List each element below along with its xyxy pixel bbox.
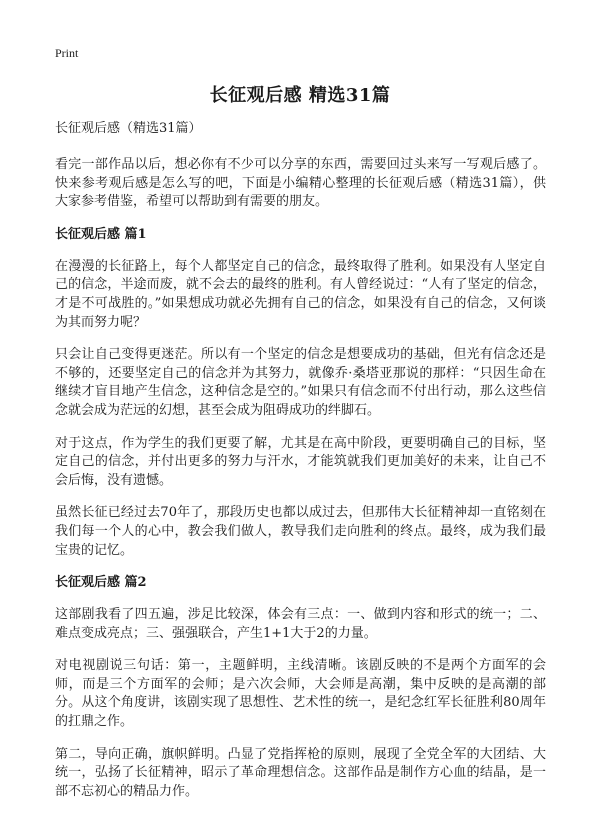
page-title: 长征观后感 精选31篇	[209, 85, 391, 106]
article-body	[55, 120, 546, 815]
section-heading-1: 长征观后感 篇1	[55, 226, 147, 242]
section-1-paragraph-2: 只会让自己变得更迷茫。所以有一个坚定的信念是想要成功的基础，但光有信念还是不够的，还要坚定自己的信念并为其努力，就像乔·桑塔亚那说的那样：“只因生命在继续才盲目地产生信念，这种信念是空的。”如果只有信念而不付出行动，那么这些信念就会成为茫远的幻想，甚至会成为阻碍成功的绊脚石。	[55, 347, 546, 418]
section-1-paragraph-4: 虽然长征已经过去70年了，那段历史也都以成过去，但那伟大长征精神却一直铭刻在我们每一个人的心中，教会我们做人，教导我们走向胜利的终点。最终，成为我们最宝贵的记忆。	[55, 505, 546, 558]
section-heading-2: 长征观后感 篇2	[55, 575, 147, 591]
article-subtitle: 长征观后感（精选31篇）	[55, 121, 202, 136]
section-2-paragraph-3: 第二，导向正确，旗帜鲜明。凸显了党指挥枪的原则，展现了全党全军的大团结、大统一，弘扬了长征精神，昭示了革命理想信念。这部作品是制作方心血的结晶，是一部不忘初心的精品力作。	[55, 746, 546, 799]
intro-paragraph: 看完一部作品以后，想必你有不少可以分享的东西，需要回过头来写一写观后感了。快来参考观后感是怎么写的吧，下面是小编精心整理的长征观后感（精选31篇），供大家参考借鉴，希望可以帮助到有需要的朋友。	[55, 157, 546, 210]
section-2-paragraph-2: 对电视剧说三句话：第一，主题鲜明，主线清晰。该剧反映的不是两个方面军的会师，而是三个方面军的会师；是六次会师，大会师是高潮，集中反映的是高潮的部分。从这个角度讲，该剧实现了思想性、艺术性的统一，是纪念红军长征胜利80周年的扛鼎之作。	[55, 658, 546, 730]
section-1-paragraph-1: 在漫漫的长征路上，每个人都坚定自己的信念，最终取得了胜利。如果没有人坚定自己的信念，半途而废，就不会去的最终的胜利。有人曾经说过：“人有了坚定的信念，才是不可战胜的。”如果想成功就必先拥有自己的信念，如果没有自己的信念，又何谈为其而努力呢？	[55, 258, 546, 330]
section-2-paragraph-1: 这部剧我看了四五遍，涉足比较深，体会有三点：一、做到内容和形式的统一；二、难点变成亮点；三、强强联合，产生1+1大于2的力量。	[55, 607, 546, 641]
section-1-paragraph-3: 对于这点，作为学生的我们更要了解，尤其是在高中阶段，更要明确自己的目标，坚定自己的信念，并付出更多的努力与汗水，才能筑就我们更加美好的未来，让自己不会后悔，没有遗憾。	[55, 435, 546, 488]
print-link[interactable]: Print	[55, 46, 79, 60]
